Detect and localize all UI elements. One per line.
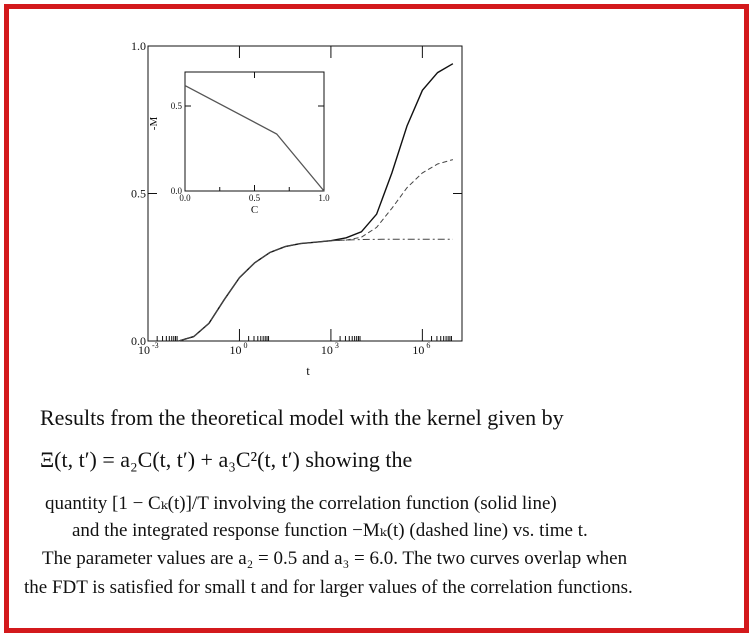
inset-x-tick-label-0: 0.0 bbox=[179, 193, 191, 203]
caption-line-6: the FDT is satisfied for small t and for larger values of the correlation functions. bbox=[24, 577, 633, 598]
main-x-tick-label-1: 10 bbox=[229, 343, 242, 357]
main-series-dashdot-line bbox=[179, 239, 453, 341]
inset-y-tick-label-1: 0.5 bbox=[170, 101, 182, 111]
caption-line-4: and the integrated response function −Mₖ(t) (dashed line) vs. time t. bbox=[72, 520, 588, 541]
main-x-tick-label-2: 10 bbox=[320, 343, 333, 357]
main-x-tick-exp-2: 3 bbox=[334, 341, 339, 350]
inset-y-axis-label: -M bbox=[148, 116, 160, 131]
inset-x-axis-label: C bbox=[250, 204, 259, 216]
caption-line-2: Ξ(t, t′) = a₂C(t, t′) + a₃C²(t, t′) showing the bbox=[40, 447, 413, 472]
main-y-tick-label-0: 0.0 bbox=[131, 334, 146, 348]
inset-y-tick-label-0: 0.0 bbox=[170, 186, 182, 196]
caption-line-5: The parameter values are a₂ = 0.5 and a₃ = 6.0. The two curves overlap when bbox=[42, 548, 628, 569]
caption-line-3: quantity [1 − Cₖ(t)]/T involving the correlation function (solid line) bbox=[45, 493, 557, 514]
caption-line-1: Results from the theoretical model with the kernel given by bbox=[40, 405, 564, 430]
main-x-tick-label-3: 10 bbox=[412, 343, 425, 357]
main-x-axis-label: t bbox=[306, 363, 310, 378]
main-y-tick-label-2: 1.0 bbox=[131, 39, 146, 53]
inset-chart bbox=[148, 72, 330, 216]
inset-x-tick-label-2: 1.0 bbox=[318, 193, 330, 203]
main-x-tick-label-0: 10 bbox=[138, 343, 150, 357]
main-x-tick-exp-3: 6 bbox=[426, 341, 431, 350]
main-x-tick-exp-1: 0 bbox=[243, 341, 248, 350]
main-y-tick-label-1: 0.5 bbox=[131, 186, 146, 201]
inset-axes-frame bbox=[185, 72, 324, 191]
main-x-tick-exp-0: -3 bbox=[152, 341, 159, 350]
inset-x-tick-label-1: 0.5 bbox=[248, 193, 261, 203]
